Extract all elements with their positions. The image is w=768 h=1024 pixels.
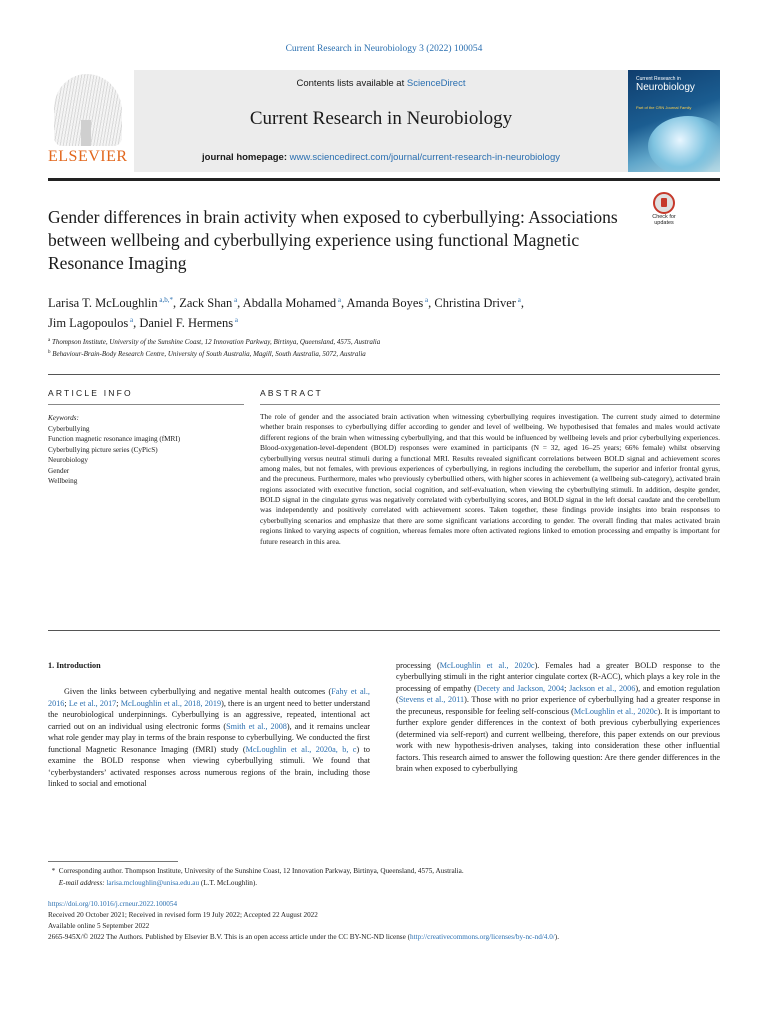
section-divider (48, 374, 720, 375)
affiliation-marker[interactable]: a (232, 296, 238, 304)
footnote (48, 866, 720, 889)
author-name: Christina Driver (434, 296, 516, 310)
citation-link[interactable]: McLoughlin et al., 2020c (439, 661, 535, 670)
affiliation-marker[interactable]: a (423, 296, 429, 304)
paragraph: Given the links between cyberbullying and negative mental health outcomes (Fahy et al., 2016; Le et al., 2017; McLoughlin et al., 2018, 2019), there is an urgent need to better understand the neurobiological underpinnings. Cyberbullying is an aggressive, repeated, intentional act carried out on an individual using electronic forms (Smith et al., 2008), and it remains unclear what role gender may play in terms of the brain response to cyberbullying. We conducted the first functional Magnetic Resonance Imaging (fMRI) study (McLoughlin et al., 2020a, b, c) to examine the BOLD response when viewing cyberbullying stimuli. We found that ‘cyberbystanders’ activated responses across numerous regions of the brain, including those linked to social and emotional (48, 687, 370, 789)
article-metadata (48, 899, 720, 943)
journal-banner (134, 70, 628, 172)
keywords-label: Keywords: (48, 414, 79, 422)
keyword: Gender (48, 466, 70, 475)
bookmark-icon (653, 192, 675, 214)
body-column-left (48, 660, 370, 790)
citation-link[interactable]: Decety and Jackson, 2004 (476, 683, 565, 693)
sciencedirect-link[interactable]: ScienceDirect (406, 78, 466, 89)
affiliation-marker[interactable]: a (336, 296, 341, 304)
citation-link[interactable]: McLoughlin et al., 2020a, b, c (245, 744, 357, 754)
article-title: Gender differences in brain activity when exposed to cyberbullying: Associations between wellbeing and cyberbullying experience using functional Magnetic Resonance Imaging (48, 207, 618, 273)
keyword: Wellbeing (48, 477, 78, 485)
citation-link[interactable]: Jackson et al., 2006 (569, 683, 636, 693)
received-dates: Received 20 October 2021; Received in revised form 19 July 2022; Accepted 22 August 2022 (48, 911, 318, 920)
citation-link[interactable]: McLoughlin et al., 2018, 2019 (120, 698, 222, 708)
body-column-right (396, 660, 720, 775)
affiliation-marker[interactable]: a,b,* (157, 296, 173, 304)
journal-title: Current Research in Neurobiology (249, 108, 513, 129)
author-name: Larisa T. McLoughlin (48, 296, 158, 310)
journal-cover-image: Current Research in Neurobiology Part of the CRN Journal Family (628, 70, 720, 172)
header-divider (48, 178, 720, 181)
journal-header (48, 70, 720, 172)
email-note: E-mail address: larisa.mcloughlin@unisa.edu.au (L.T. McLoughlin). (58, 878, 258, 887)
article-info-heading: ARTICLE INFO (48, 388, 133, 398)
section-divider (48, 630, 720, 631)
corresponding-author-note: * Corresponding author. Thompson Institute, University of the Sunshine Coast, 12 Innovation Parkway, Birtinya, Queensland, 4575, Australia. (48, 867, 464, 875)
keyword: Cyberbullying (48, 424, 90, 433)
check-for-updates-badge[interactable]: Check for updates (647, 192, 681, 230)
author-name: Jim Lagopoulos (48, 316, 129, 330)
citation-link[interactable]: Le et al., 2017 (68, 698, 117, 708)
author-name: Daniel F. Hermens (139, 316, 234, 330)
keyword: Function magnetic resonance imaging (fMRI) (48, 435, 181, 443)
email-link[interactable]: larisa.mcloughlin@unisa.edu.au (106, 878, 200, 887)
author-name: Amanda Boyes (346, 296, 424, 310)
keywords (48, 413, 244, 487)
available-online: Available online 5 September 2022 (48, 922, 150, 931)
license-note: 2665-945X/© 2022 The Authors. Published by Elsevier B.V. This is an open access article under the CC BY-NC-ND license (http://creativecommons.org/licenses/by-nc-nd/4.0/). (48, 933, 559, 942)
affiliation-a: $^a$ Thompson Institute, University of the Sunshine Coast, 12 Innovation Parkway, Birtinya, Queensland, 4575, Australia (48, 338, 381, 346)
elsevier-logo (48, 74, 126, 168)
keyword: Neurobiology (48, 456, 88, 464)
author-name: Zack Shan (179, 296, 233, 310)
affiliation-marker[interactable]: a (515, 296, 521, 304)
journal-reference[interactable]: Current Research in Neurobiology 3 (2022) 100054 (285, 44, 483, 54)
doi-link[interactable]: https://doi.org/10.1016/j.crneur.2022.100054 (48, 900, 178, 908)
affiliation-b: $^b$ Behaviour-Brain-Body Research Centre, University of South Australia, Magill, South Australia, 5072, Australia (48, 349, 366, 358)
citation-link[interactable]: Smith et al., 2008 (226, 721, 287, 731)
abstract-heading: ABSTRACT (260, 388, 323, 398)
author-name: Abdalla Mohamed (242, 296, 337, 310)
paragraph: processing (McLoughlin et al., 2020c). Females had a greater BOLD response to the cyberbullying stimuli in the right anterior cingulate cortex (R-ACC), which plays a key role in the processing of empathy (Decety and Jackson, 2004; Jackson et al., 2006), and emotion regulation (Stevens et al., 2011). Those with no prior experience of cyberbullying had a greater response in the precuneus, responsible for feeling self-conscious (McLoughlin et al., 2020c). It is important to further explore gender differences in the context of both previous cyberbullying experiences (determined via self-report) and current wellbeing, therefore, this paper extends on our previous work with new hypothesis-driven analyses, taking into consideration these other influential factors. This research aimed to answer the following question: Are there gender differences in the brain when exposed to cyberbullying (396, 661, 721, 774)
affiliation-marker[interactable]: a (128, 316, 134, 324)
keyword: Cyberbullying picture series (CyPicS) (48, 445, 158, 454)
citation-link[interactable]: Stevens et al., 2011 (398, 695, 465, 705)
affiliations (48, 336, 720, 359)
journal-homepage: journal homepage: www.sciencedirect.com/journal/current-research-in-neurobiology (202, 152, 560, 163)
license-link[interactable]: http://creativecommons.org/licenses/by-nc-nd/4.0/ (410, 933, 555, 942)
citation-link[interactable]: Fahy et al., 2016 (48, 687, 370, 708)
section-heading: 1. Introduction (48, 661, 101, 670)
contents-available: Contents lists available at ScienceDirect (296, 78, 466, 89)
author-list: Larisa T. McLoughlin $^{a,b,*}$, Zack Shan $^a$, Abdalla Mohamed $^a$, Amanda Boyes $^a$, Christina Driver $^a$, Jim Lagopoulos $^a$, Daniel F. Hermens $^a$ (48, 296, 524, 330)
publisher-name: ELSEVIER (48, 148, 128, 165)
citation-link[interactable]: McLoughlin et al., 2020c (573, 706, 658, 716)
homepage-link[interactable]: www.sciencedirect.com/journal/current-research-in-neurobiology (289, 152, 560, 163)
affiliation-marker[interactable]: a (233, 316, 238, 324)
abstract-text: The role of gender and the associated brain activation when witnessing cyberbullying requires investigation. The current study aimed to determine whether brain responses to cyberbullying differ according to gender and level of wellbeing. We hypothesised that females and males would activate different regions of the brain when witnessing cyberbullying, and that this would be influenced by wellbeing levels and prior cyberbullying experiences. Blood-oxygenation-level-dependent (BOLD) responses were examined in participants (N = 32, aged 16–25 years; 66% female) whilst observing cyberbullying versus neutral stimuli during a functional MRI. Results revealed significant correlations between BOLD signal and achievement scores among males, but not females, with previous experiences of cyberbullying, in regions including the cerebellum, the superior and inferior frontal gyrus, and the precuneus. Furthermore, males who previously cyberbullied others, with higher scores in achievement (a wellbeing sub-category), activated brain regions associated with executive function, social cognition, and self-evaluation, when viewing the cyberbullying stimuli. In addition, despite gender, BOLD signal in the cingulate gyrus was negatively correlated with cyberbullying scores, and BOLD signal in the left dorsal caudate and the cerebellum was independently and positively correlated with achievement scores. Taken together, these findings provide insights into brain responses to cyberbullying scenarios and emphasize that there are some significant variations according to gender. The overall finding that males activated brain regions linked to varying aspects of cognition, whereas females more often activated regions linked to emotion processing and empathy is important for future research in this area. (260, 412, 720, 546)
